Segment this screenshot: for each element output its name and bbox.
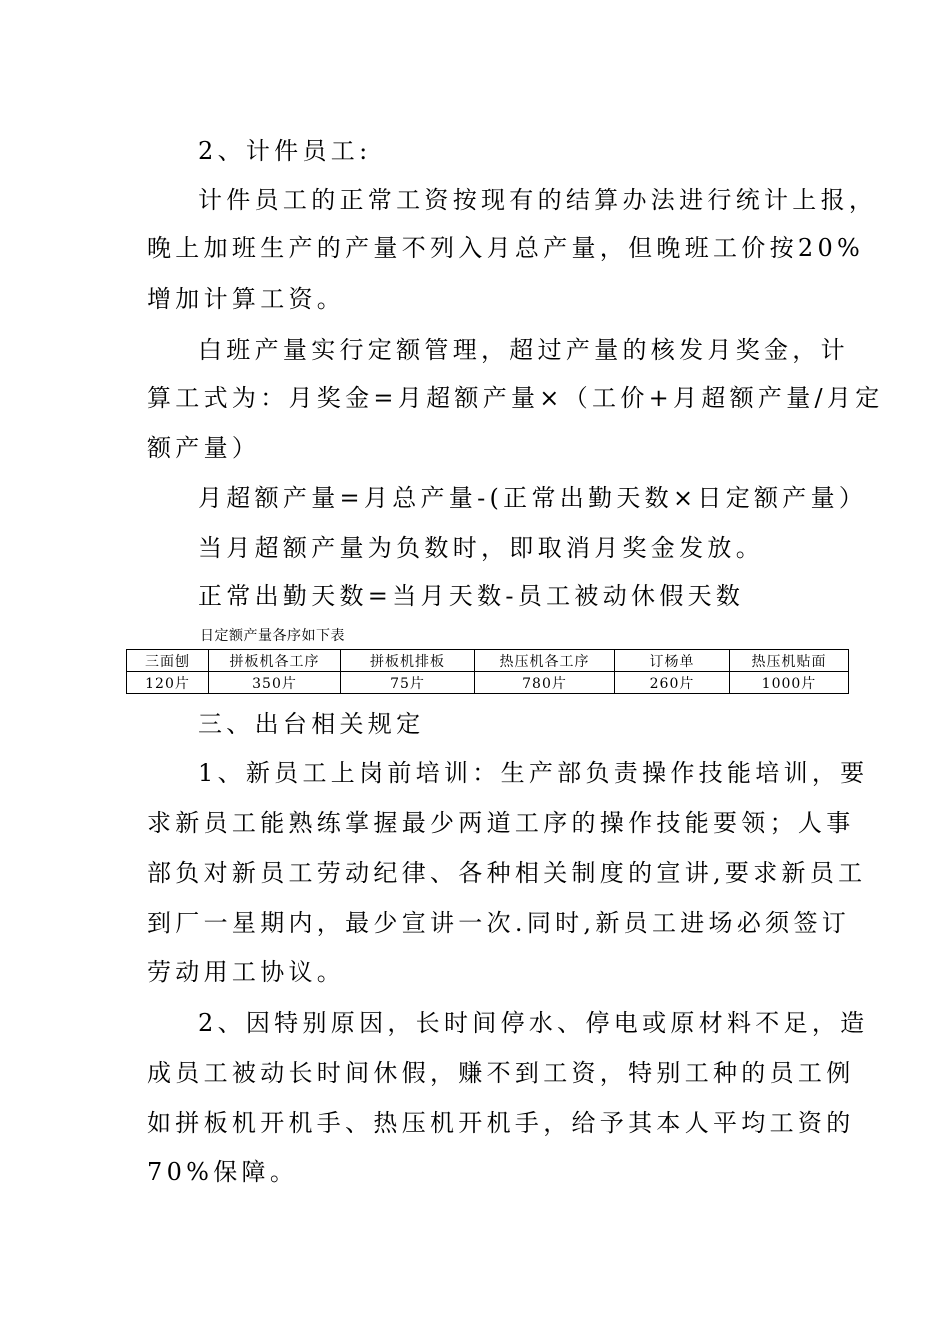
piecework-heading: 2、计件员工: <box>198 137 372 165</box>
negative-excess-rule: 当月超额产量为负数时，即取消月奖金发放。 <box>198 534 764 562</box>
rules-item2-line4: 70%保障。 <box>147 1158 299 1186</box>
quota-value-cell: 75片 <box>341 672 475 694</box>
rules-heading: 三、出台相关规定 <box>198 710 425 738</box>
daily-quota-table <box>126 649 849 694</box>
rules-item1-line1: 1、新员工上岗前培训：生产部负责操作技能培训，要 <box>198 759 869 787</box>
quota-value-cell: 780片 <box>475 672 615 694</box>
rules-item1-line2: 求新员工能熟练掌握最少两道工序的操作技能要领；人事 <box>147 809 855 837</box>
piecework-para1-line3: 增加计算工资。 <box>147 285 346 313</box>
quota-header-cell: 拼板机各工序 <box>209 650 341 672</box>
quota-header-row <box>127 650 849 672</box>
rules-item2-line2: 成员工被动长时间休假，赚不到工资，特别工种的员工例 <box>147 1059 855 1087</box>
quota-header-cell: 订杨单 <box>615 650 730 672</box>
rules-item2-line1: 2、因特别原因，长时间停水、停电或原材料不足，造 <box>198 1009 869 1037</box>
piecework-para2-line1: 白班产量实行定额管理，超过产量的核发月奖金，计 <box>198 336 849 364</box>
quota-header-cell: 热压机各工序 <box>475 650 615 672</box>
rules-item2-line3: 如拼板机开机手、热压机开机手，给予其本人平均工资的 <box>147 1109 855 1137</box>
quota-table-caption: 日定额产量各序如下表 <box>200 628 345 644</box>
quota-value-cell: 260片 <box>615 672 730 694</box>
rules-item1-line5: 劳动用工协议。 <box>147 958 346 986</box>
excess-output-formula: 月超额产量=月总产量-(正常出勤天数×日定额产量） <box>198 484 868 512</box>
piecework-para1-line1: 计件员工的正常工资按现有的结算办法进行统计上报， <box>198 186 878 214</box>
quota-value-cell: 120片 <box>127 672 209 694</box>
quota-header-cell: 拼板机排板 <box>341 650 475 672</box>
quota-value-row <box>127 672 849 694</box>
rules-item1-line4: 到厂一星期内，最少宣讲一次.同时,新员工进场必须签订 <box>147 909 851 937</box>
quota-value-cell: 350片 <box>209 672 341 694</box>
rules-item1-line3: 部负对新员工劳动纪律、各种相关制度的宣讲,要求新员工 <box>147 859 867 887</box>
quota-header-cell: 三面刨 <box>127 650 209 672</box>
piecework-para2-line2: 算工式为：月奖金=月超额产量×（工价+月超额产量/月定 <box>147 384 884 412</box>
piecework-para2-line3: 额产量） <box>147 434 261 462</box>
quota-header-cell: 热压机贴面 <box>730 650 849 672</box>
piecework-para1-line2: 晚上加班生产的产量不列入月总产量，但晚班工价按20% <box>147 234 865 262</box>
attendance-days-formula: 正常出勤天数=当月天数-员工被动休假天数 <box>198 582 745 610</box>
quota-value-cell: 1000片 <box>730 672 849 694</box>
